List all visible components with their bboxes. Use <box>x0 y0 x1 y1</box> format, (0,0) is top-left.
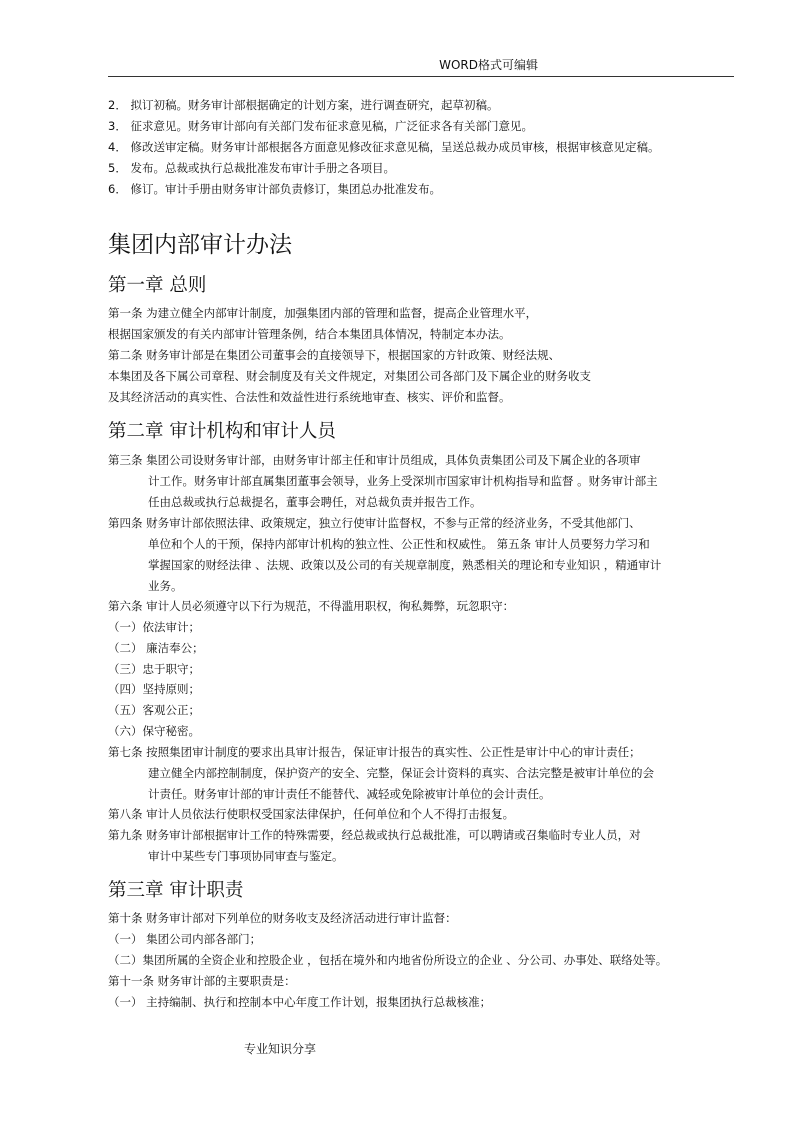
chapter-heading: 第一章 总则 <box>108 275 207 296</box>
text-line: 及其经济活动的真实性、合法性和效益性进行系统地审查、核实、评价和监督。 <box>108 390 511 404</box>
text-line: 单位和个人的干预，保持内部审计机构的独立性、公正性和权威性。 第五条 审计人员要努力学习和 <box>148 537 650 551</box>
page-footer: 专业知识分享 <box>244 1042 317 1056</box>
text-line: 审计中某些专门事项协同审查与鉴定。 <box>148 849 344 863</box>
text-line: 第八条 审计人员依法行使职权受国家法律保护，任何单位和个人不得打击报复。 <box>108 807 515 821</box>
list-item: （一） 主持编制、执行和控制本中心年度工作计划，报集团执行总裁核准； <box>108 995 492 1009</box>
intro-item: 5． 发布。总裁或执行总裁批准发布审计手册之各项目。 <box>108 161 395 175</box>
intro-item: 4． 修改送审定稿。财务审计部根据各方面意见修改征求意见稿，呈送总裁办成员审核，根据审核意见定稿。 <box>108 140 660 154</box>
text-line: 第七条 按照集团审计制度的要求出具审计报告，保证审计报告的真实性、公正性是审计中心的审计责任； <box>108 745 641 759</box>
chapter-heading: 第三章 审计职责 <box>108 880 244 901</box>
text-line: 第四条 财务审计部依照法律、政策规定，独立行使审计监督权，不参与正常的经济业务，不受其他部门、 <box>108 516 641 530</box>
text-line: 第一条 为建立健全内部审计制度，加强集团内部的管理和监督，提高企业管理水平， <box>108 306 538 320</box>
text-line: 建立健全内部控制制度，保护资产的安全、完整，保证会计资料的真实、合法完整是被审计单位的会 <box>148 766 654 780</box>
header-text: WORD格式可编辑 <box>439 58 538 72</box>
text-line: 任由总裁或执行总裁提名，董事会聘任，对总裁负责并报告工作。 <box>148 495 482 509</box>
intro-item: 2． 拟订初稿。财务审计部根据确定的计划方案，进行调查研究，起草初稿。 <box>108 98 499 112</box>
chapter-heading: 第二章 审计机构和审计人员 <box>108 421 336 442</box>
text-line: 第十一条 财务审计部的主要职责是： <box>108 974 296 988</box>
text-line: 掌握国家的财经法律 、法规、政策以及公司的有关规章制度，熟悉相关的理论和专业知识 ，精通审计 <box>148 558 662 572</box>
list-item: （六）保守秘密。 <box>108 724 200 738</box>
list-item: （一）依法审计； <box>108 620 200 634</box>
text-line: 计责任。财务审计部的审计责任不能替代、减轻或免除被审计单位的会计责任。 <box>148 787 551 801</box>
document-title: 集团内部审计办法 <box>108 232 292 258</box>
text-line: 根据国家颁发的有关内部审计管理条例，结合本集团具体情况，特制定本办法。 <box>108 327 511 341</box>
list-item: （四）坚持原则； <box>108 682 200 696</box>
text-line: 本集团及各下属公司章程、财会制度及有关文件规定，对集团公司各部门及下属企业的财务收支 <box>108 369 591 383</box>
list-item: （一） 集团公司内部各部门； <box>108 932 262 946</box>
list-item: （五）客观公正； <box>108 703 200 717</box>
list-item: （二）集团所属的全资企业和控股企业 ，包括在境外和内地省份所设立的企业 、分公司、办事处、联络处等。 <box>108 953 668 967</box>
text-line: 第九条 财务审计部根据审计工作的特殊需要，经总裁或执行总裁批准，可以聘请或召集临时专业人员，对 <box>108 828 641 842</box>
text-line: 第六条 审计人员必须遵守以下行为规范，不得滥用职权，徇私舞弊，玩忽职守： <box>108 599 515 613</box>
text-line: 第三条 集团公司设财务审计部，由财务审计部主任和审计员组成，具体负责集团公司及下属企业的各项审 <box>108 453 641 467</box>
text-line: 第十条 财务审计部对下列单位的财务收支及经济活动进行审计监督： <box>108 911 457 925</box>
text-line: 第二条 财务审计部是在集团公司董事会的直接领导下，根据国家的方针政策、财经法规、 <box>108 348 561 362</box>
intro-item: 6． 修订。审计手册由财务审计部负责修订，集团总办批准发布。 <box>108 182 441 196</box>
text-line: 计工作。财务审计部直属集团董事会领导，业务上受深圳市国家审计机构指导和监督 。财务审计部主 <box>148 474 658 488</box>
page-header <box>108 56 734 77</box>
list-item: （三）忠于职守； <box>108 662 200 676</box>
text-line: 业务。 <box>148 579 183 593</box>
intro-item: 3． 征求意见。财务审计部向有关部门发布征求意见稿，广泛征求各有关部门意见。 <box>108 119 533 133</box>
list-item: （二） 廉洁奉公； <box>108 641 204 655</box>
